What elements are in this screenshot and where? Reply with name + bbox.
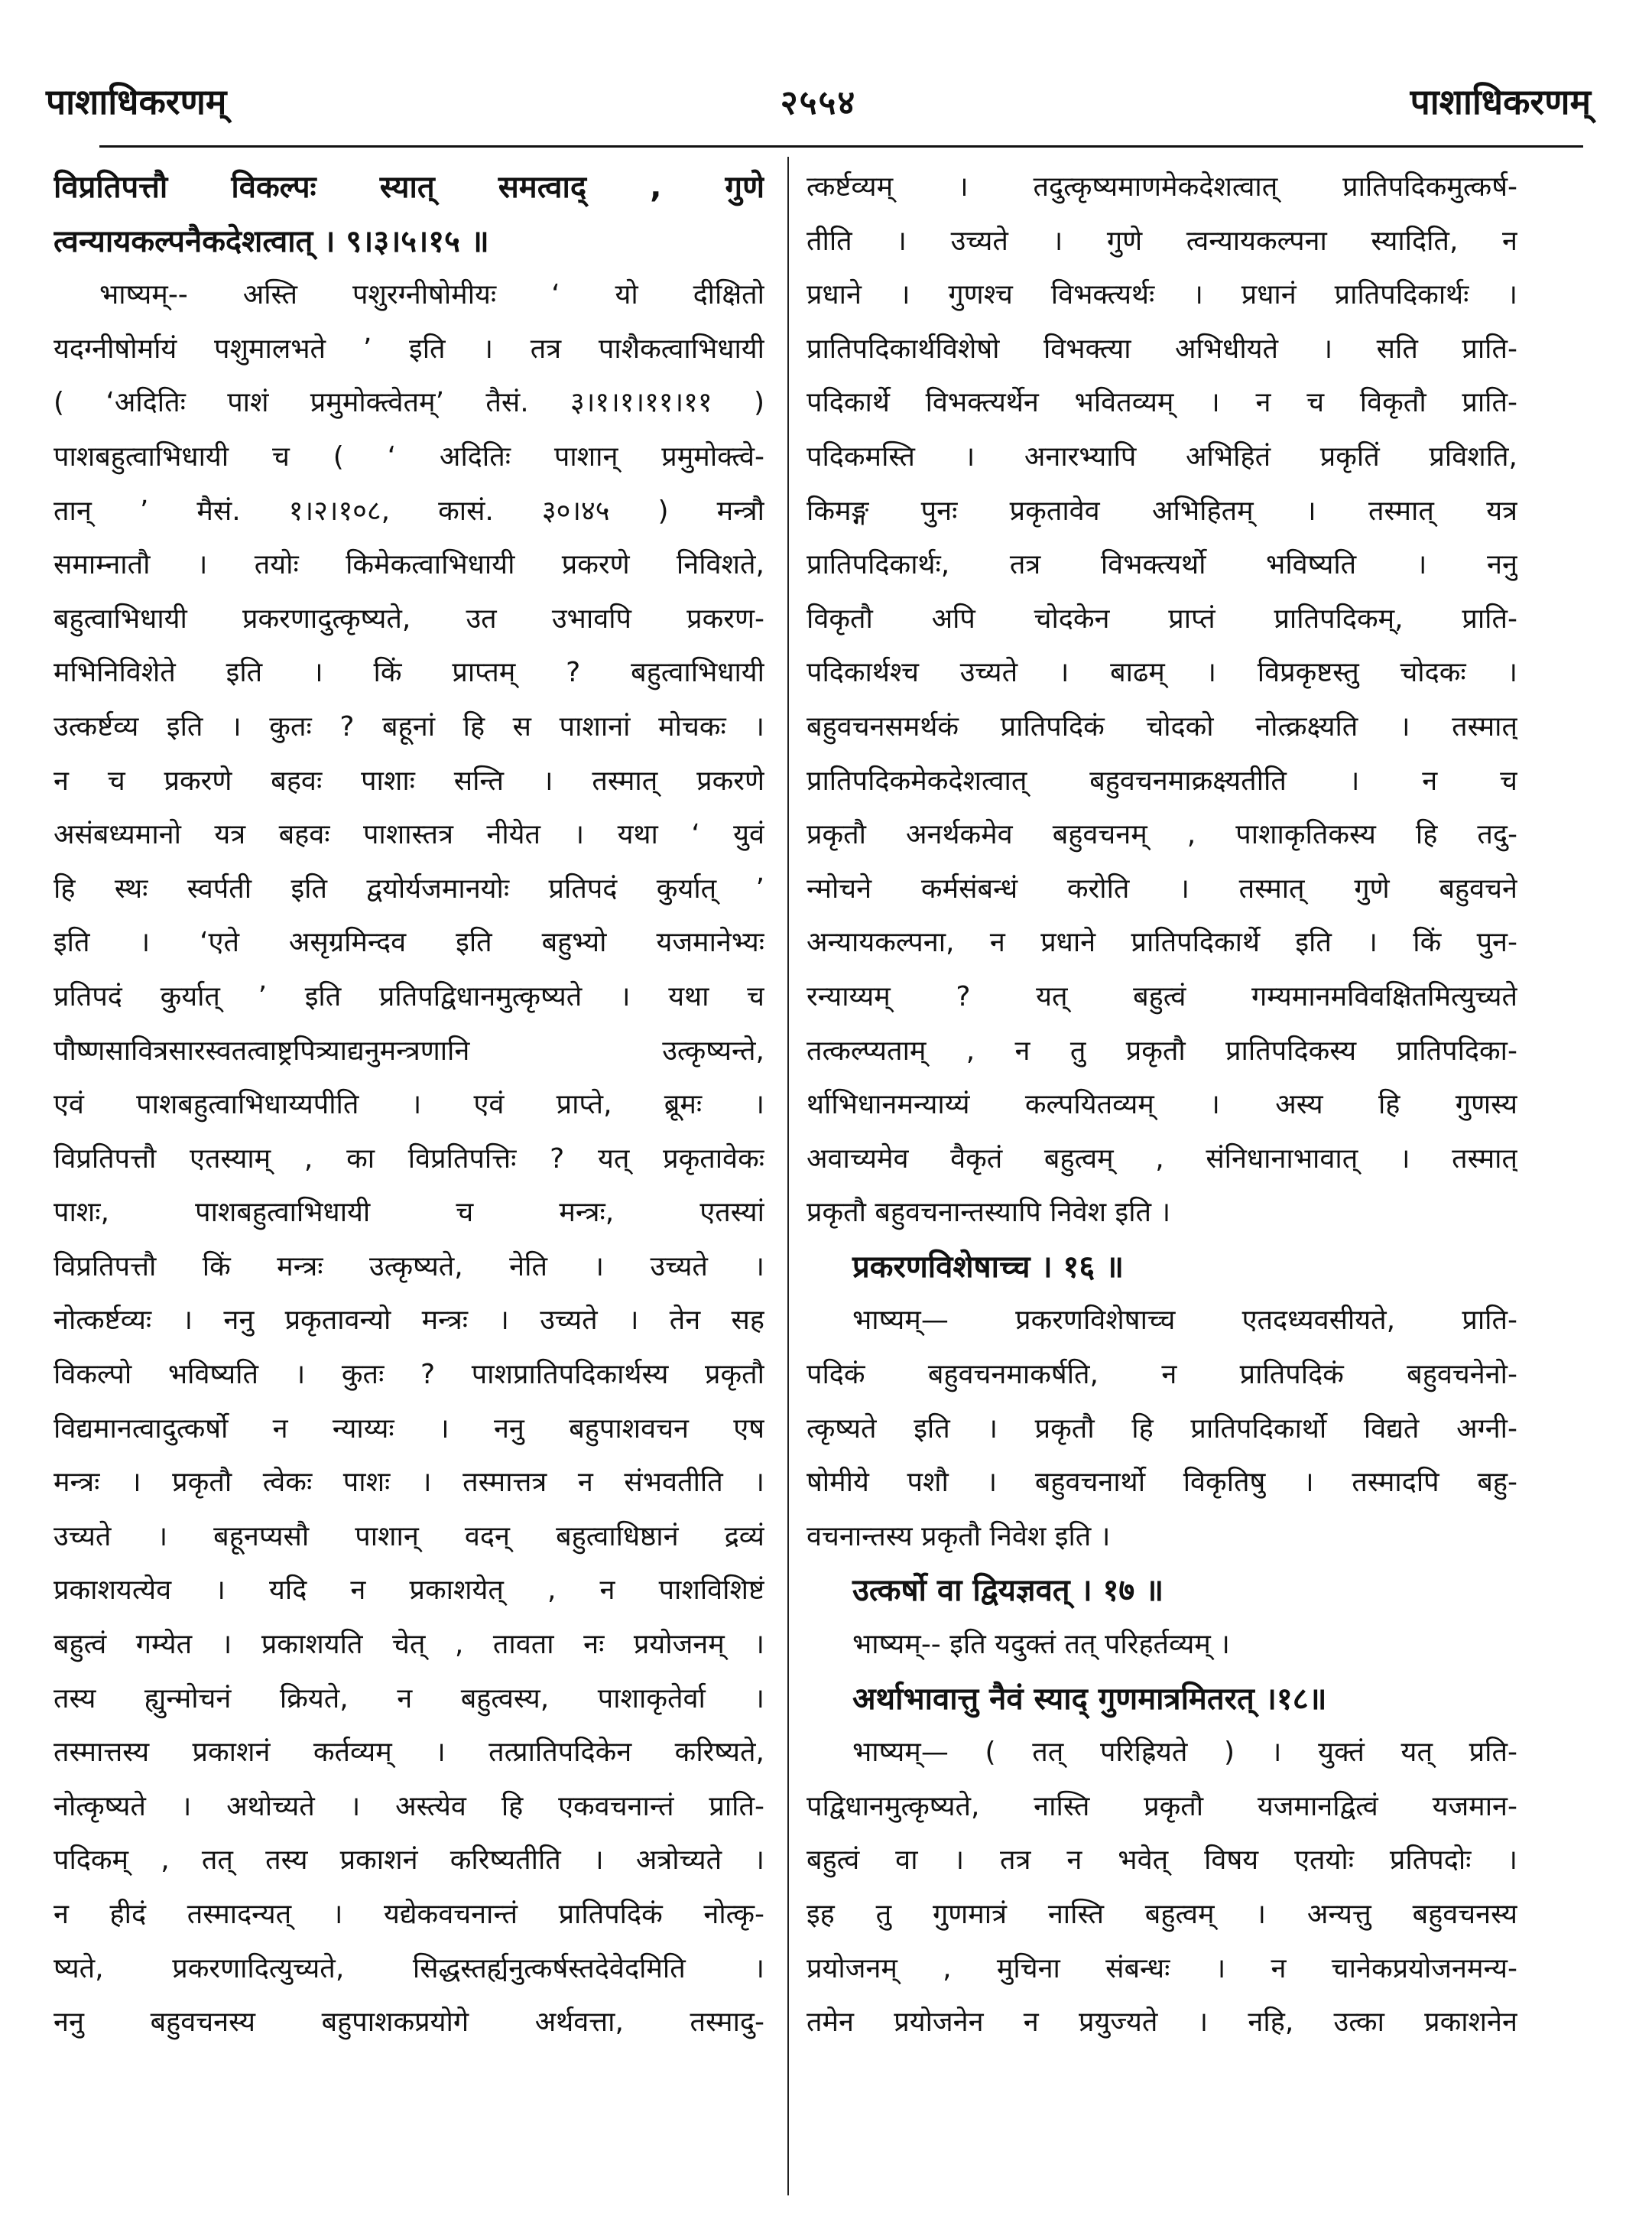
- text-line: भाष्यम्— प्रकरणविशेषाच्च एतदध्यवसीयते, प्राति-: [852, 1305, 1517, 1337]
- text-line: हि स्थः स्वर्पती इति द्वयोर्यजमानयोः प्रतिपदं कुर्यात् ’: [54, 873, 764, 905]
- text-line: विप्रतिपत्तौ किं मन्त्रः उत्कृष्यते, नेति । उच्यते ।: [54, 1250, 764, 1282]
- text-line: न्मोचने कर्मसंबन्धं करोति । तस्मात् गुणे बहुवचने: [807, 873, 1517, 905]
- page-number: २५५४: [780, 83, 857, 122]
- text-line: षोमीये पशौ । बहुवचनार्थो विकृतिषु । तस्मादपि बहु-: [807, 1467, 1517, 1499]
- sutra-heading: अर्थाभावात्तु नैवं स्याद् गुणमात्रमितरत् ।१८॥: [852, 1681, 1327, 1717]
- text-line: प्रातिपदिकार्थविशेषो विभक्त्या अभिधीयते । सति प्राति-: [807, 333, 1517, 365]
- text-line: उत्कर्ष्टव्य इति । कुतः ? बहूनां हि स पाशानां मोचकः ।: [54, 710, 764, 743]
- text-line: प्रातिपदिकमेकदेशत्वात् बहुवचनमाक्रक्ष्यतीति । न च: [807, 765, 1517, 797]
- text-line: वचनान्तस्य प्रकृतौ निवेश इति ।: [807, 1520, 1111, 1552]
- text-line: अवाच्यमेव वैकृतं बहुत्वम् , संनिधानाभावात् । तस्मात्: [807, 1142, 1517, 1175]
- text-line: इति । ‘एते असृग्रमिन्दव इति बहुभ्यो यजमानेभ्यः: [54, 927, 764, 959]
- text-line: नोत्कृष्यते । अथोच्यते । अस्त्येव हि एकवचनान्तं प्राति-: [54, 1790, 764, 1822]
- text-line: पदिकमस्ति । अनारभ्यापि अभिहितं प्रकृतिं प्रविशति,: [807, 440, 1517, 473]
- text-line: विद्यमानत्वादुत्कर्षो न न्याय्यः । ननु बहुपाशवचन एष: [54, 1412, 764, 1444]
- text-line: त्कृष्यते इति । प्रकृतौ हि प्रातिपदिकार्थो विद्यते अग्नी-: [807, 1412, 1517, 1444]
- text-line: उच्यते । बहूनप्यसौ पाशान् वदन् बहुत्वाधिष्ठानं द्रव्यं: [54, 1520, 764, 1552]
- text-line: तत्कल्प्यताम् , न तु प्रकृतौ प्रातिपदिकस्य प्रातिपदिका-: [807, 1035, 1517, 1067]
- text-line: पौष्णसावित्रसारस्वतत्वाष्ट्रपित्र्याद्यनुमन्त्रणानि उत्कृष्यन्ते,: [54, 1035, 764, 1067]
- text-line: तमेन प्रयोजनेन न प्रयुज्यते । नहि, उत्का प्रकाशनेन: [807, 2007, 1517, 2039]
- text-line: भाष्यम्-- अस्ति पशुरग्नीषोमीयः ‘ यो दीक्षितो: [99, 279, 764, 311]
- header-title-right: पाशाधिकरणम्: [1410, 81, 1591, 122]
- text-line: त्कर्ष्टव्यम् । तदुत्कृष्यमाणमेकदेशत्वात् प्रातिपदिकमुत्कर्ष-: [807, 171, 1517, 203]
- text-line: समाम्नातौ । तयोः किमेकत्वाभिधायी प्रकरणे निविशते,: [54, 549, 764, 581]
- text-line: मन्त्रः । प्रकृतौ त्वेकः पाशः । तस्मात्तत्र न संभवतीति ।: [54, 1467, 764, 1499]
- text-line: पाशबहुत्वाभिधायी च ( ‘ अदितिः पाशान् प्रमुमोक्त्वे-: [54, 440, 764, 473]
- sutra-line: त्वन्यायकल्पनैकदेशत्वात् । ९।३।५।१५ ॥: [54, 223, 489, 259]
- text-line: प्रकृतौ बहुवचनान्तस्यापि निवेश इति ।: [807, 1197, 1171, 1229]
- text-line: ननु बहुवचनस्य बहुपाशकप्रयोगे अर्थवत्ता, तस्मादु-: [54, 2007, 764, 2039]
- text-line: प्रतिपदं कुर्यात् ’ इति प्रतिपद्विधानमुत्कृष्यते । यथा च: [54, 980, 764, 1012]
- text-line: विकृतौ अपि चोदकेन प्राप्तं प्रातिपदिकम्, प्राति-: [807, 603, 1517, 635]
- text-line: भाष्यम्-- इति यदुक्तं तत् परिहर्तव्यम् ।: [852, 1629, 1230, 1661]
- text-line: प्रधाने । गुणश्च विभक्त्यर्थः । प्रधानं प्रातिपदिकार्थः ।: [807, 279, 1517, 311]
- right-column: [807, 161, 1517, 2050]
- text-line: विप्रतिपत्तौ एतस्याम् , का विप्रतिपत्तिः ? यत् प्रकृतावेकः: [54, 1142, 764, 1175]
- column-divider: [787, 157, 789, 2195]
- text-line: पदिकम् , तत् तस्य प्रकाशनं करिष्यतीति । अत्रोच्यते ।: [54, 1844, 764, 1877]
- text-line: किमङ्ग पुनः प्रकृतावेव अभिहितम् । तस्मात् यत्र: [807, 495, 1517, 527]
- text-line: भाष्यम्— ( तत् परिह्रियते ) । युक्तं यत् प्रति-: [852, 1737, 1517, 1769]
- text-line: तस्मात्तस्य प्रकाशनं कर्तव्यम् । तत्प्रातिपदिकेन करिष्यते,: [54, 1737, 764, 1769]
- text-line: तीति । उच्यते । गुणे त्वन्यायकल्पना स्यादिति, न: [807, 225, 1517, 257]
- text-line: विकल्पो भविष्यति । कुतः ? पाशप्रातिपदिकार्थस्य प्रकृतौ: [54, 1359, 764, 1391]
- text-line: तान् ’ मैसं. १।२।१०८, कासं. ३०।४५ ) मन्त्रौ: [54, 495, 764, 527]
- text-line: असंबध्यमानो यत्र बहवः पाशास्तत्र नीयेत । यथा ‘ युवं: [54, 819, 764, 851]
- text-line: पदिकार्थे विभक्त्यर्थेन भवितव्यम् । न च विकृतौ प्राति-: [807, 387, 1517, 419]
- text-line: मभिनिविशेते इति । किं प्राप्तम् ? बहुत्वाभिधायी: [54, 657, 764, 689]
- header-rule: [99, 145, 1583, 148]
- text-line: प्रकृतौ अनर्थकमेव बहुवचनम् , पाशाकृतिकस्य हि तदु-: [807, 819, 1517, 851]
- text-line: प्रकाशयत्येव । यदि न प्रकाशयेत् , न पाशविशिष्टं: [54, 1574, 764, 1607]
- text-line: बहुत्वाभिधायी प्रकरणादुत्कृष्यते, उत उभावपि प्रकरण-: [54, 603, 764, 635]
- text-line: र्थाभिधानमन्याय्यं कल्पयितव्यम् । अस्य हि गुणस्य: [807, 1089, 1517, 1121]
- text-line: यदग्नीषोर्मायं पशुमालभते ’ इति । तत्र पाशैकत्वाभिधायी: [54, 333, 764, 365]
- text-line: न च प्रकरणे बहवः पाशाः सन्ति । तस्मात् प्रकरणे: [54, 765, 764, 797]
- text-line: एवं पाशबहुत्वाभिधाय्यपीति । एवं प्राप्ते, ब्रूमः ।: [54, 1089, 764, 1121]
- text-line: रन्याय्यम् ? यत् बहुत्वं गम्यमानमविवक्षितमित्युच्यते: [807, 980, 1517, 1012]
- text-line: ( ‘अदितिः पाशं प्रमुमोक्त्वेतम्’ तैसं. ३।१।१।११।११ ): [54, 387, 764, 419]
- text-line: बहुवचनसमर्थकं प्रातिपदिकं चोदको नोत्क्रक्ष्यति । तस्मात्: [807, 710, 1517, 743]
- page-header: [46, 70, 1591, 132]
- sutra-heading: प्रकरणविशेषाच्च । १६ ॥: [852, 1249, 1125, 1285]
- text-line: पाशः, पाशबहुत्वाभिधायी च मन्त्रः, एतस्यां: [54, 1197, 764, 1229]
- text-line: पद्विधानमुत्कृष्यते, नास्ति प्रकृतौ यजमानद्वित्वं यजमान-: [807, 1790, 1517, 1822]
- text-line: नोत्कर्ष्टव्यः । ननु प्रकृतावन्यो मन्त्रः । उच्यते । तेन सह: [54, 1305, 764, 1337]
- text-line: अन्यायकल्पना, न प्रधाने प्रातिपदिकार्थे इति । किं पुन-: [807, 927, 1517, 959]
- text-line: पदिकार्थश्च उच्यते । बाढम् । विप्रकृष्टस्तु चोदकः ।: [807, 657, 1517, 689]
- text-line: प्रातिपदिकार्थः, तत्र विभक्त्यर्थो भविष्यति । ननु: [807, 549, 1517, 581]
- text-line: न हीदं तस्मादन्यत् । यद्येकवचनान्तं प्रातिपदिकं नोत्कृ-: [54, 1899, 764, 1930]
- sutra-heading: उत्कर्षो वा द्वियज्ञवत् । १७ ॥: [852, 1573, 1164, 1609]
- text-line: तस्य ह्युन्मोचनं क्रियते, न बहुत्वस्य, पाशाकृतेर्वा ।: [54, 1682, 764, 1714]
- text-line: इह तु गुणमात्रं नास्ति बहुत्वम् । अन्यत्तु बहुवचनस्य: [807, 1899, 1517, 1930]
- header-title-left: पाशाधिकरणम्: [46, 81, 227, 122]
- text-line: बहुत्वं गम्येत । प्रकाशयति चेत् , तावता नः प्रयोजनम् ।: [54, 1629, 764, 1661]
- text-line: पदिकं बहुवचनमाकर्षति, न प्रातिपदिकं बहुवचनेनो-: [807, 1359, 1517, 1391]
- text-line: ष्यते, प्रकरणादित्युच्यते, सिद्धस्तर्ह्यनुत्कर्षस्तदेवेदमिति ।: [54, 1952, 764, 1984]
- text-line: प्रयोजनम् , मुचिना संबन्धः । न चानेकप्रयोजनमन्य-: [807, 1952, 1517, 1984]
- text-line: बहुत्वं वा । तत्र न भवेत् विषय एतयोः प्रतिपदोः ।: [807, 1844, 1517, 1877]
- left-column: [54, 161, 764, 2050]
- sutra-line: विप्रतिपत्तौ विकल्पः स्यात् समत्वाद् , गुणे: [54, 170, 764, 205]
